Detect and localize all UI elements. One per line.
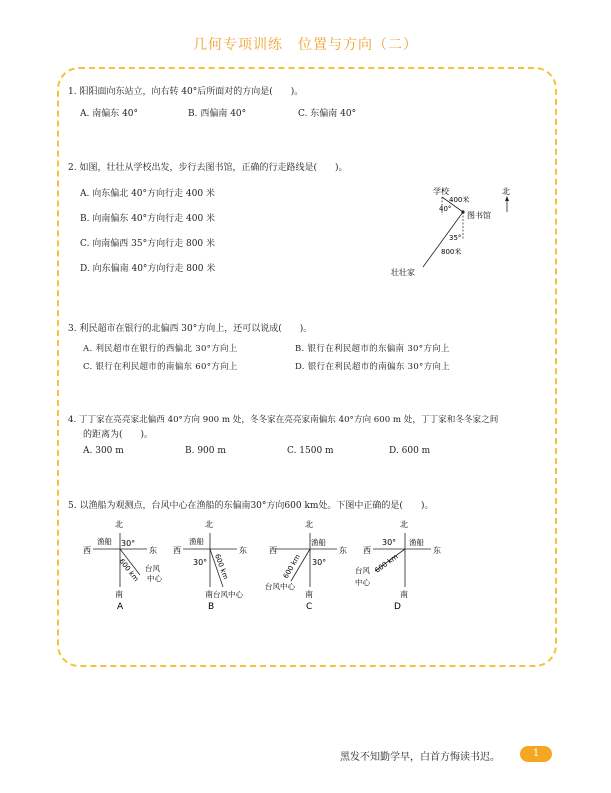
q3-option-d[interactable]: D. 银行在利民超市的南偏东 30°方向上 — [295, 362, 450, 372]
q2-option-c[interactable]: C. 向南偏西 35°方向行走 800 米 — [80, 239, 216, 249]
q1-option-a[interactable]: A. 南偏东 40° — [80, 109, 139, 119]
choice-label-b: B — [208, 602, 215, 610]
angle-label: 30° — [382, 538, 397, 547]
east-label: 东 — [433, 546, 441, 555]
q4-option-d[interactable]: D. 600 m — [389, 446, 431, 456]
q3-option-c[interactable]: C. 银行在利民超市的南偏东 60°方向上 — [83, 362, 238, 372]
boat-label: 渔船 — [409, 538, 424, 547]
typhoon-label: 台风中心 — [213, 590, 243, 599]
south-label: 南 — [205, 590, 213, 599]
q5-diagram-d[interactable] — [355, 515, 455, 610]
typhoon-label-2: 中心 — [147, 574, 162, 583]
north-label: 北 — [115, 520, 123, 529]
distance-label: 600 km — [373, 552, 400, 575]
page-title: 几何专项训练 位置与方向（二） — [193, 37, 418, 53]
east-label: 东 — [239, 546, 247, 555]
angle-label: 30° — [121, 539, 136, 548]
west-label: 西 — [269, 546, 277, 555]
q5-stem: 5. 以渔船为观测点，台风中心在渔船的东偏南30°方向600 km处。下图中正确的是( )。 — [68, 501, 434, 511]
q3-option-b[interactable]: B. 银行在利民超市的东偏南 30°方向上 — [295, 344, 450, 354]
q3-option-a[interactable]: A. 利民超市在银行的西偏北 30°方向上 — [83, 344, 238, 354]
q2-stem: 2. 如图，壮壮从学校出发，步行去图书馆，正确的行走路线是( )。 — [68, 163, 348, 173]
angle-label: 30° — [312, 558, 327, 567]
north-label: 北 — [205, 520, 213, 529]
distance-label: 600 km — [213, 552, 230, 581]
q2-angle2-label: 35° — [449, 234, 462, 242]
choice-label-c: C — [306, 602, 313, 610]
west-label: 西 — [83, 546, 91, 555]
north-label: 北 — [400, 520, 408, 529]
q5-diagram-b[interactable] — [165, 515, 265, 610]
page-number-badge: 1 — [520, 746, 552, 762]
east-label: 东 — [149, 546, 157, 555]
q4-stem-line2: 的距离为( )。 — [83, 430, 154, 440]
typhoon-label: 台风中心 — [265, 582, 295, 591]
choice-label-a: A — [117, 602, 124, 610]
south-label: 南 — [115, 590, 123, 599]
footer-quote: 黑发不知勤学早，白首方悔读书迟。 — [340, 752, 500, 763]
typhoon-label-1: 台风 — [145, 564, 160, 573]
q4-option-c[interactable]: C. 1500 m — [287, 446, 334, 456]
q5-diagram-c[interactable] — [265, 515, 365, 610]
distance-label: 600 km — [281, 553, 302, 580]
south-label: 南 — [305, 590, 313, 599]
q1-option-c[interactable]: C. 东偏南 40° — [298, 109, 357, 119]
q2-dist2-label: 800米 — [441, 248, 462, 256]
q2-option-d[interactable]: D. 向东偏南 40°方向行走 800 米 — [80, 264, 216, 274]
distance-label: 600 km — [117, 557, 141, 584]
q2-school-label: 学校 — [433, 187, 449, 196]
east-label: 东 — [339, 546, 347, 555]
q5-diagram-a[interactable] — [75, 515, 175, 610]
typhoon-label-2: 中心 — [355, 578, 370, 587]
q1-option-b[interactable]: B. 西偏南 40° — [188, 109, 247, 119]
north-label: 北 — [305, 520, 313, 529]
west-label: 西 — [363, 546, 371, 555]
boat-label: 渔船 — [97, 537, 112, 546]
choice-label-d: D — [394, 602, 401, 610]
q2-dist1-label: 400米 — [449, 196, 470, 204]
q3-stem: 3. 利民超市在银行的北偏西 30°方向上，还可以说成( )。 — [68, 324, 313, 334]
q4-stem-line1: 4. 丁丁家在亮亮家北偏西 40°方向 900 m 处，冬冬家在亮亮家南偏东 40°方向 600 m 处，丁丁家和冬冬家之间 — [68, 415, 499, 425]
q4-option-a[interactable]: A. 300 m — [83, 446, 124, 456]
q2-home-label: 壮壮家 — [391, 268, 415, 277]
q1-stem: 1. 阳阳面向东站立，向右转 40°后所面对的方向是( )。 — [68, 87, 304, 97]
boat-label: 渔船 — [189, 537, 204, 546]
q2-north-label: 北 — [502, 187, 510, 196]
q2-option-b[interactable]: B. 向南偏东 40°方向行走 400 米 — [80, 214, 216, 224]
angle-label: 30° — [193, 558, 208, 567]
q2-option-a[interactable]: A. 向东偏北 40°方向行走 400 米 — [80, 189, 215, 199]
q2-library-label: 图书馆 — [467, 211, 491, 220]
typhoon-label-1: 台风 — [355, 566, 370, 575]
q2-route-diagram — [385, 180, 525, 280]
south-label: 南 — [400, 590, 408, 599]
boat-label: 渔船 — [311, 538, 326, 547]
q4-option-b[interactable]: B. 900 m — [185, 446, 226, 456]
q2-north-arrowhead — [505, 196, 509, 201]
west-label: 西 — [173, 546, 181, 555]
q2-angle1-label: 40° — [439, 205, 452, 213]
